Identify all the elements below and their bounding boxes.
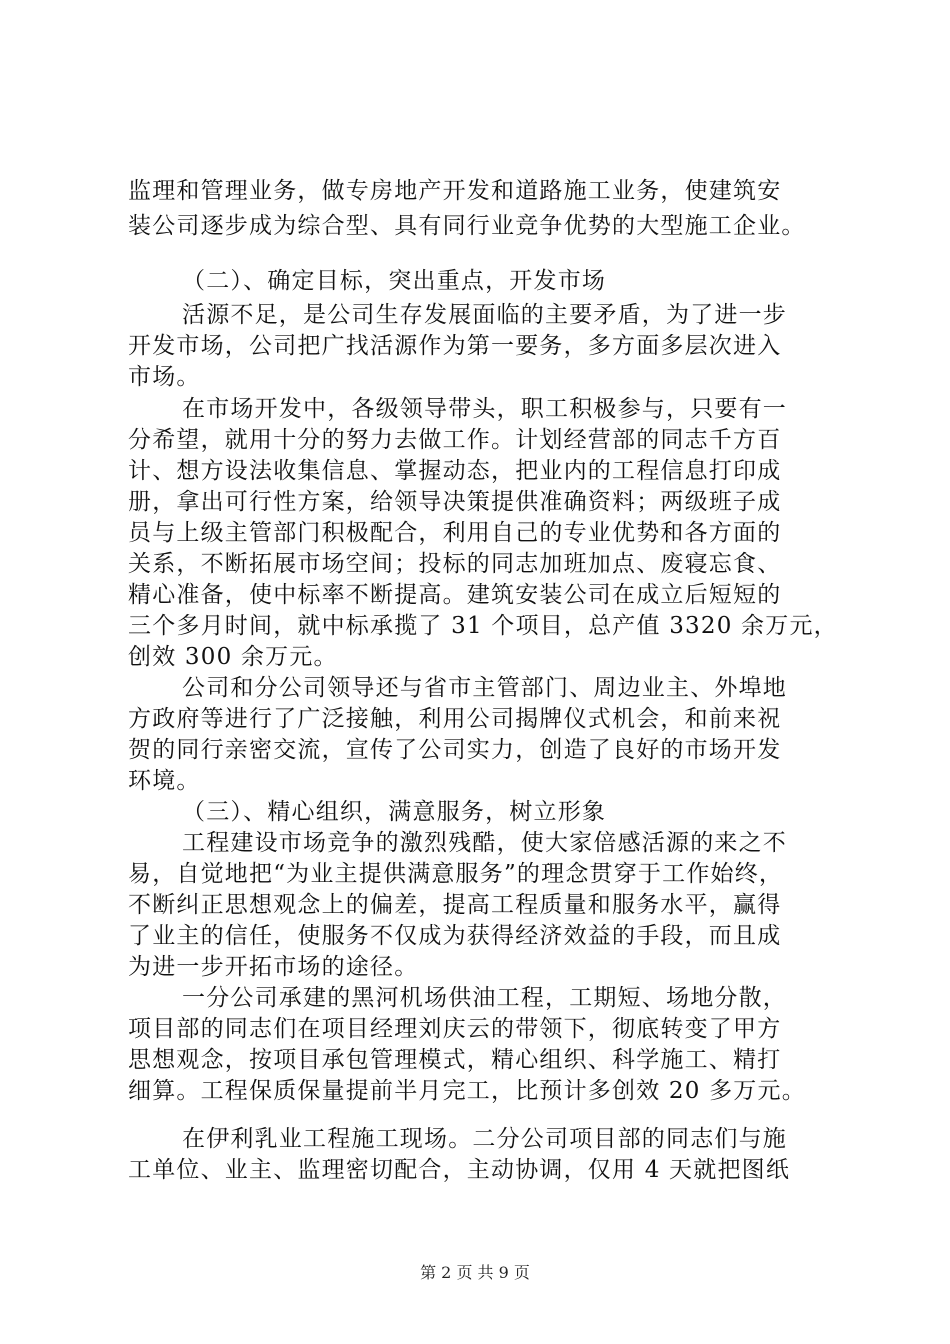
text-line: 公司和分公司领导还与省市主管部门、周边业主、外埠地: [182, 675, 787, 701]
text-line: 贺的同行亲密交流，宣传了公司实力，创造了良好的市场开发: [128, 737, 782, 763]
text-line: 员与上级主管部门积极配合，利用自己的专业优势和各方面的: [128, 520, 782, 546]
text-line: 分希望，就用十分的努力去做工作。计划经营部的同志千方百: [128, 427, 782, 453]
text-line: 在伊利乳业工程施工现场。二分公司项目部的同志们与施: [182, 1126, 787, 1152]
text-line: 项目部的同志们在项目经理刘庆云的带领下，彻底转变了甲方: [128, 1016, 782, 1042]
text-line: 环境。: [128, 768, 201, 794]
text-line: 装公司逐步成为综合型、具有同行业竞争优势的大型施工企业。: [128, 213, 806, 239]
text-line: 在市场开发中，各级领导带头，职工积极参与，只要有一: [182, 396, 787, 422]
text-line: 工程建设市场竞争的激烈残酷，使大家倍感活源的来之不: [182, 830, 787, 856]
page-number-footer: 第 2 页 共 9 页: [420, 1263, 530, 1282]
text-line: 方政府等进行了广泛接触，利用公司揭牌仪式机会，和前来祝: [128, 706, 782, 732]
section-heading: （二）、确定目标，突出重点，开发市场: [182, 268, 607, 294]
text-line: 活源不足，是公司生存发展面临的主要矛盾，为了进一步: [182, 302, 787, 328]
text-line: 计、想方设法收集信息、掌握动态，把业内的工程信息打印成: [128, 458, 782, 484]
text-line: 不断纠正思想观念上的偏差，提高工程质量和服务水平，赢得: [128, 892, 782, 918]
text-line: 三个多月时间，就中标承揽了 31 个项目，总产值 3320 余万元，: [128, 613, 838, 639]
text-line: 创效 300 余万元。: [128, 644, 338, 670]
text-line: 开发市场，公司把广找活源作为第一要务，多方面多层次进入: [128, 333, 782, 359]
section-heading: （三）、精心组织，满意服务，树立形象: [182, 799, 607, 825]
text-line: 一分公司承建的黑河机场供油工程，工期短、场地分散，: [182, 985, 787, 1011]
text-line: 市场。: [128, 364, 201, 390]
text-line: 易，自觉地把“为业主提供满意服务”的理念贯穿于工作始终，: [128, 861, 784, 887]
text-line: 关系，不断拓展市场空间；投标的同志加班加点、废寝忘食、: [128, 551, 782, 577]
text-line: 细算。工程保质保量提前半月完工，比预计多创效 20 多万元。: [128, 1078, 806, 1104]
text-line: 监理和管理业务，做专房地产开发和道路施工业务，使建筑安: [128, 178, 782, 204]
text-line: 为进一步开拓市场的途径。: [128, 954, 419, 980]
text-line: 了业主的信任，使服务不仅成为获得经济效益的手段，而且成: [128, 923, 782, 949]
text-line: 思想观念，按项目承包管理模式，精心组织、科学施工、精打: [128, 1047, 782, 1073]
text-line: 工单位、业主、监理密切配合，主动协调，仅用 4 天就把图纸: [128, 1157, 791, 1183]
text-line: 册，拿出可行性方案，给领导决策提供准确资料；两级班子成: [128, 489, 782, 515]
text-line: 精心准备，使中标率不断提高。建筑安装公司在成立后短短的: [128, 582, 782, 608]
